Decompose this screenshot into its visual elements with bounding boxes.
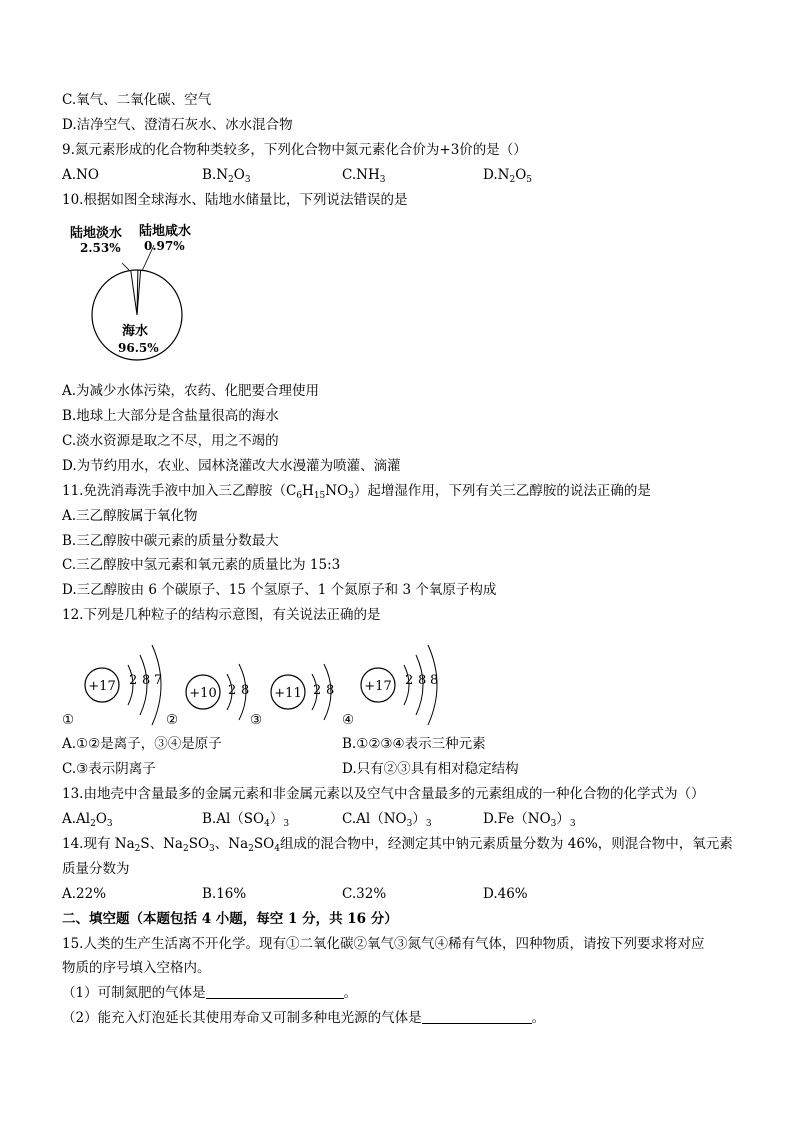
svg-text:8: 8 <box>241 683 250 698</box>
svg-text:2: 2 <box>405 673 414 688</box>
q15-stem-2: 物质的序号填入空格内。 <box>62 960 211 976</box>
svg-text:+17: +17 <box>364 679 392 694</box>
svg-text:+17: +17 <box>88 679 116 694</box>
q13-option-b: $B.Al(SO_4)_3$ <box>202 811 290 829</box>
q14-option-d: D.46% <box>483 886 528 902</box>
q15-part-1: （1）可制氮肥的气体是 。 <box>62 985 358 1001</box>
answer-blank-2[interactable] <box>422 1009 532 1024</box>
q12-option-c: C.③表示阴离子 <box>62 761 156 777</box>
particle-3 <box>271 664 334 720</box>
q13-option-a: $A.Al_2O_3$ <box>62 811 113 829</box>
particle-diagrams <box>60 632 480 732</box>
particle-label-3: ③ <box>250 712 263 728</box>
svg-text:8: 8 <box>418 673 427 688</box>
q9-option-a: A.NO <box>62 167 99 183</box>
q9-stem: 9.氮元素形成的化合物种类较多，下列化合物中氮元素化合价为+3价的是（） <box>62 142 527 158</box>
q14-stem-2: 质量分数为 <box>62 861 130 877</box>
q15-stem-1: 15.人类的生产生活离不开化学。现有①二氧化碳②氧气③氮气④稀有气体，四种物质，请按下列要求将对应 <box>62 936 705 952</box>
particle-1 <box>85 645 162 725</box>
pie-label-sea: 海水 <box>122 324 149 339</box>
particle-label-2: ② <box>166 712 179 728</box>
q13-stem: 13.由地壳中含量最多的金属元素和非金属元素以及空气中含量最多的元素组成的一种化合物的化学式为（） <box>62 786 705 802</box>
particle-label-1: ① <box>62 712 75 728</box>
q11-stem: 11.免洗消毒洗手液中加入三乙醇胺$(C_6H_{15}NO_3)$起增湿作用，下列有关三乙醇胺的说法正确的是 <box>62 483 651 501</box>
svg-text:2: 2 <box>228 683 237 698</box>
leader-line-fresh <box>122 263 130 271</box>
svg-text:+11: +11 <box>274 686 302 701</box>
q12-option-d: D.只有②③具有相对稳定结构 <box>342 761 519 777</box>
q8-option-c: C.氧气、二氧化碳、空气 <box>62 92 212 108</box>
svg-text:8: 8 <box>142 673 151 688</box>
water-pie-chart <box>62 215 212 375</box>
pie-value-fresh: 2.53% <box>80 241 121 255</box>
svg-text:7: 7 <box>154 673 163 688</box>
q11-option-c: C.三乙醇胺中氢元素和氧元素的质量比为 15:3 <box>62 557 341 573</box>
q13-option-d: $D.Fe(NO_3)_3$ <box>483 811 576 829</box>
svg-text:+10: +10 <box>189 686 217 701</box>
svg-text:2: 2 <box>313 683 322 698</box>
q12-option-b: B.①②③④表示三种元素 <box>342 736 486 752</box>
q14-option-a: A.22% <box>62 886 107 902</box>
q11-option-b: B.三乙醇胺中碳元素的质量分数最大 <box>62 533 279 549</box>
q11-option-d: D.三乙醇胺由 6 个碳原子、15 个氢原子、1 个氮原子和 3 个氧原子构成 <box>62 582 497 598</box>
pie-value-salt: 0.97% <box>144 239 185 253</box>
q9-option-c: $C.NH_3$ <box>342 167 386 185</box>
q12-option-a: A.①②是离子，③④是原子 <box>62 736 222 752</box>
particle-2 <box>186 664 249 720</box>
q10-option-c: C.淡水资源是取之不尽，用之不竭的 <box>62 433 279 449</box>
q12-stem: 12.下列是几种粒子的结构示意图，有关说法正确的是 <box>62 607 381 623</box>
q14-option-b: B.16% <box>202 886 247 902</box>
q10-option-a: A.为减少水体污染，农药、化肥要合理使用 <box>62 383 320 399</box>
answer-blank-1[interactable] <box>206 984 344 999</box>
q10-stem: 10.根据如图全球海水、陆地水储量比，下列说法错误的是 <box>62 192 408 208</box>
pie-label-fresh: 陆地淡水 <box>70 226 123 241</box>
q15-part-2: （2）能充入灯泡延长其使用寿命又可制多种电光源的气体是 。 <box>62 1010 546 1026</box>
q13-option-c: $C.Al(NO_3)_3$ <box>342 811 432 829</box>
q10-option-d: D.为节约用水，农业、园林浇灌改大水漫灌为喷灌、滴灌 <box>62 458 401 474</box>
section-2-title: 二、填空题（本题包括 4 小题，每空 1 分，共 16 分） <box>62 911 398 927</box>
particle-4 <box>361 645 438 725</box>
svg-text:8: 8 <box>326 683 335 698</box>
q9-option-d: $D.N_2O_5$ <box>483 167 532 185</box>
q11-option-a: A.三乙醇胺属于氧化物 <box>62 508 198 524</box>
pie-value-sea: 96.5% <box>118 341 159 355</box>
q14-option-c: C.32% <box>342 886 387 902</box>
svg-text:2: 2 <box>129 673 138 688</box>
svg-text:8: 8 <box>430 673 439 688</box>
particle-label-4: ④ <box>342 712 355 728</box>
q8-option-d: D.洁净空气、澄清石灰水、冰水混合物 <box>62 117 293 133</box>
q9-option-b: $B.N_2O_3$ <box>202 167 251 185</box>
q10-option-b: B.地球上大部分是含盐量很高的海水 <box>62 408 279 424</box>
q14-stem: 14.现有 $Na_2S$、$Na_2SO_3$、$Na_2SO_4$组成的混合物中，经测定其中钠元素质量分数为 46%，则混合物中，氧元素 <box>62 836 733 854</box>
pie-label-salt: 陆地咸水 <box>139 224 192 239</box>
